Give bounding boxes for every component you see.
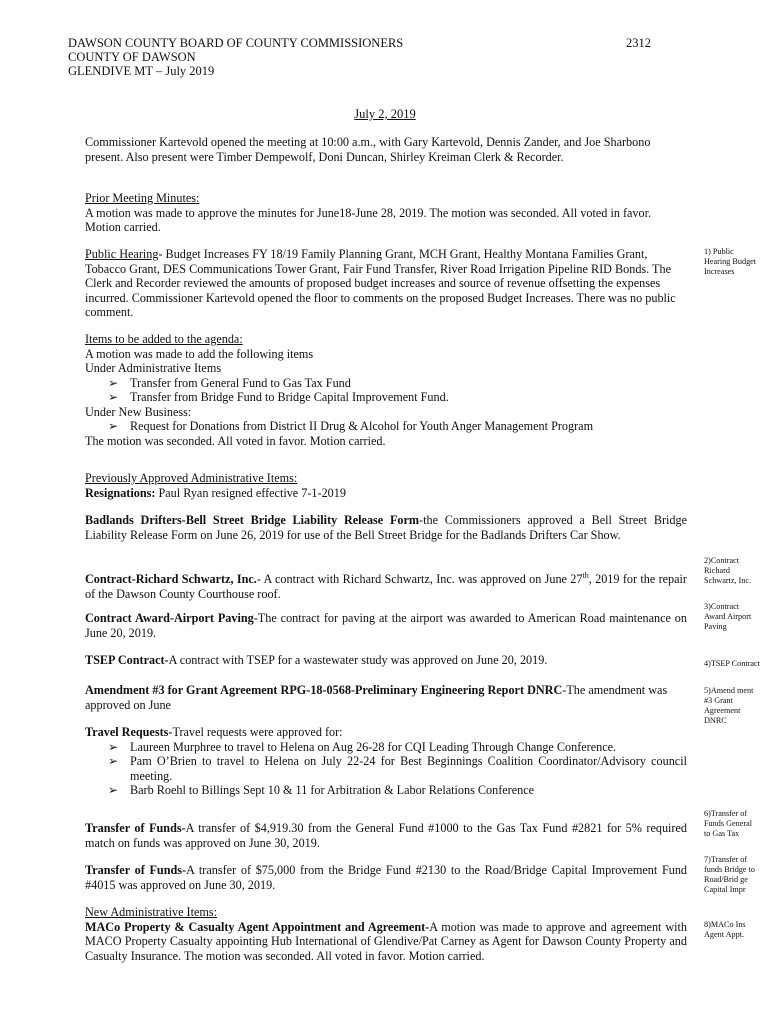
airport-contract-item <box>85 611 687 640</box>
travel-text: Travel requests were approved for: <box>172 725 343 739</box>
travel-title: Travel Requests- <box>85 725 173 739</box>
margin-note-7: 7)Transfer of funds Bridge to Road/Brid ge Capital Impr <box>704 855 755 894</box>
list-item: ➢ Transfer from General Fund to Gas Tax Fund <box>108 375 351 390</box>
transfer1-text: A transfer of $4,919.30 from the General Fund #1000 to the Gas Tax Fund #2821 for 5% required match on funds was approved on June 30, 2019. <box>85 821 687 850</box>
list-item: ➢ Request for Donations from District II Drug & Alcohol for Youth Anger Management Program <box>108 419 594 433</box>
header-location: GLENDIVE MT – July 2019 <box>68 64 215 78</box>
transfer1-title: Transfer of Funds- <box>85 821 186 835</box>
document-header <box>68 36 403 78</box>
transfer2-title: Transfer of Funds- <box>85 863 187 877</box>
airport-text: -The contract for paving at the airport was awarded to American Road maintenance on June 20, 2019. <box>85 611 687 640</box>
tsep-title: TSEP Contract- <box>85 653 169 667</box>
travel-requests-item <box>85 725 687 798</box>
arrow-bullet-icon: ➢ <box>108 739 119 754</box>
tsep-contract-item <box>85 653 687 668</box>
public-hearing-text: - Budget Increases FY 18/19 Family Planning Grant, MCH Grant, Healthy Montana Families Grant, Tobacco Grant, DES Communications Tower Grant, Fair Fund Transfer, River Road Irrigation Pipeline RID Bonds. The Clerk and Recorder reviewed the amounts of proposed budget increases and source of revenue offsetting the expenses incurred. Commissioner Kartevold opened the floor to comments on the proposed Budget Increases. There was no public comment. <box>85 247 676 319</box>
agenda-closing: The motion was seconded. All voted in favor. Motion carried. <box>85 433 386 448</box>
prior-minutes-heading: Prior Meeting Minutes: <box>85 191 200 205</box>
new-admin-heading: New Administrative Items: <box>85 905 218 919</box>
list-item: ➢ Transfer from Bridge Fund to Bridge Capital Improvement Fund. <box>108 390 449 404</box>
badlands-title: Badlands Drifters-Bell Street Bridge Liability Release Form <box>85 513 420 527</box>
list-item: ➢ Laureen Murphree to travel to Helena on Aug 26-28 for CQI Leading Through Change Conference. <box>108 739 617 754</box>
airport-title: Contract Award-Airport Paving <box>85 611 254 625</box>
margin-note-6: 6)Transfer of Funds General to Gas Tax <box>704 809 752 838</box>
list-item: ➢ Barb Roehl to Billings Sept 10 & 11 for Arbitration & Labor Relations Conference <box>108 783 535 797</box>
public-hearing-section <box>85 247 687 320</box>
maco-title: MACo Property & Casualty Agent Appointment and Agreement- <box>85 919 430 934</box>
list-item: ➢ Pam O’Brien to travel to Helena on July 22-24 for Best Beginnings Coalition Coordinator/Advisory council meeting. <box>108 754 687 783</box>
amendment-title: Amendment #3 for Grant Agreement RPG-18-0568-Preliminary Engineering Report DNRC <box>85 683 563 697</box>
resignations-text: Paul Ryan resigned effective 7-1-2019 <box>155 485 346 500</box>
agenda-admin-label: Under Administrative Items <box>85 361 222 375</box>
arrow-bullet-icon: ➢ <box>108 783 119 797</box>
previously-approved-section <box>85 471 687 500</box>
public-hearing-heading: Public Hearing <box>85 247 159 261</box>
prior-minutes-text: A motion was made to approve the minutes for June18-June 28, 2019. The motion was seconded. All voted in favor. Motion carried. <box>85 205 652 234</box>
margin-note-3: 3)Contract Award Airport Paving <box>704 602 752 631</box>
arrow-bullet-icon: ➢ <box>108 375 119 390</box>
meeting-date: July 2, 2019 <box>354 107 416 121</box>
arrow-bullet-icon: ➢ <box>108 419 119 433</box>
header-board: DAWSON COUNTY BOARD OF COUNTY COMMISSIONERS <box>68 36 404 50</box>
badlands-item <box>85 513 687 542</box>
schwartz-contract-item: Contract-Richard Schwartz, Inc.- A contract with Richard Schwartz, Inc. was approved on June 27th, 2019 for the repair of the Dawson County Courthouse roof. <box>85 571 687 601</box>
margin-note-8: 8)MACo Ins Agent Appt. <box>704 920 746 939</box>
badlands-text: -the Commissioners approved a Bell Street Bridge Liability Release Form on June 26, 2019 for use of the Bell Street Bridge for the Badlands Drifters Car Show. <box>85 513 687 542</box>
transfer-bridge-item <box>85 863 687 892</box>
transfer-general-item <box>85 821 687 850</box>
tsep-text: A contract with TSEP for a wastewater study was approved on June 20, 2019. <box>168 653 548 667</box>
transfer2-text: A transfer of $75,000 from the Bridge Fund #2130 to the Road/Bridge Capital Improvement Fund #4015 was approved on June 30, 2019. <box>85 863 688 892</box>
margin-note-2: 2)Contract Richard Schwartz, Inc. <box>704 556 752 585</box>
margin-note-1: 1) Public Hearing Budget Increases <box>704 247 757 276</box>
maco-text: A motion was made to approve and agreement with MACO Property Casualty appointing Hub International of Glendive/Pat Carney as Agent for Dawson County Property and Casualty Insurance. The motion was seconded. All voted in favor. Motion carried. <box>85 919 687 963</box>
amendment-item <box>85 683 687 712</box>
margin-note-5: 5)Amend ment #3 Grant Agreement DNRC <box>704 686 754 725</box>
document-number: 2312 <box>626 36 651 50</box>
agenda-intro: A motion was made to add the following items <box>85 346 314 361</box>
amendment-text: -The amendment was approved on June <box>85 683 668 712</box>
header-county: COUNTY OF DAWSON <box>68 50 196 64</box>
arrow-bullet-icon: ➢ <box>108 754 119 768</box>
resignations-label: Resignations: <box>85 485 156 500</box>
agenda-heading: Items to be added to the agenda: <box>85 332 243 346</box>
opening-paragraph: Commissioner Kartevold opened the meeting at 10:00 a.m., with Gary Kartevold, Dennis Zander, and Joe Sharbono present. Also present were Timber Dempewolf, Doni Duncan, Shirley Kreiman Clerk & Recorder. <box>85 135 651 164</box>
arrow-bullet-icon: ➢ <box>108 390 119 404</box>
margin-note-4: 4)TSEP Contract <box>704 659 760 668</box>
agenda-new-label: Under New Business: <box>85 404 192 419</box>
previously-approved-heading: Previously Approved Administrative Items: <box>85 471 298 485</box>
prior-minutes-section <box>85 191 687 235</box>
schwartz-title: Contract-Richard Schwartz, Inc. <box>85 572 257 587</box>
agenda-additions-section <box>85 332 687 448</box>
new-admin-section <box>85 905 687 963</box>
